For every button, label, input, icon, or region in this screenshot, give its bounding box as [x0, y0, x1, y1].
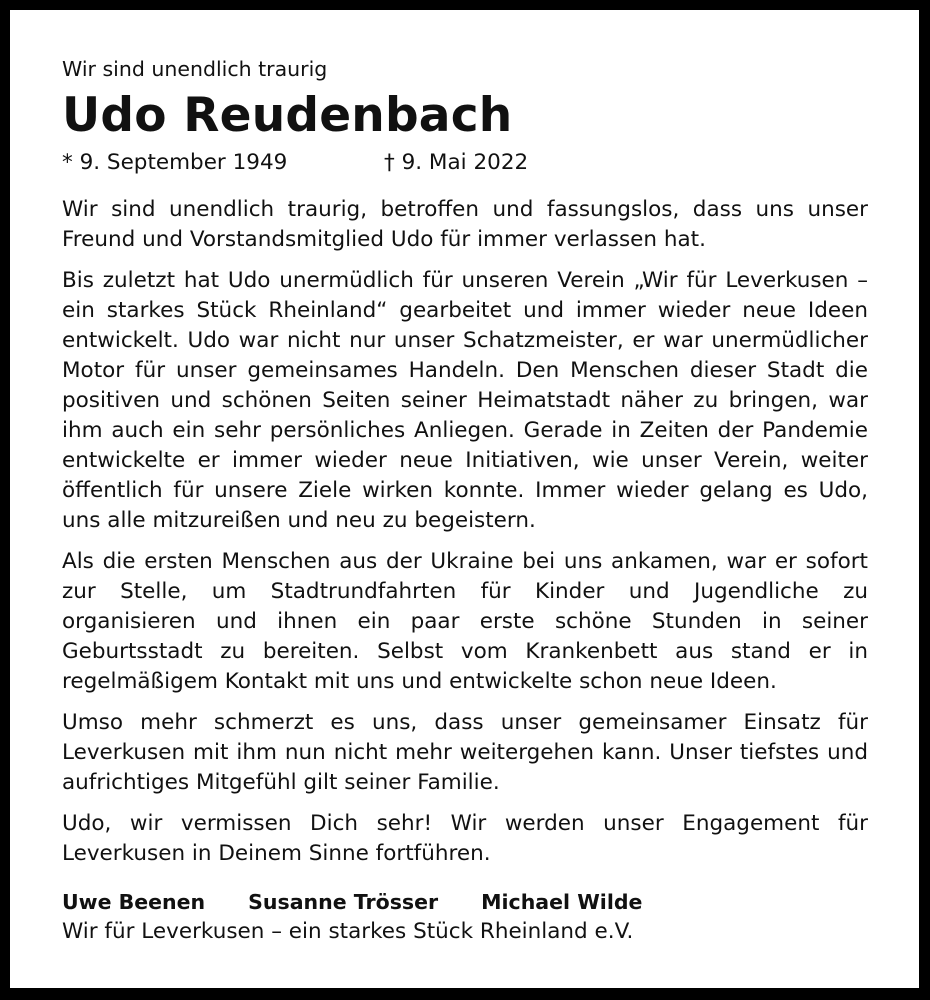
paragraph: Wir sind unendlich traurig, betroffen und fassungslos, dass uns unser Freund und Vorstandsmitglied Udo für immer verlassen hat.: [62, 197, 868, 252]
signer-name: Susanne Trösser: [248, 890, 439, 914]
intro-line: Wir sind unendlich traurig: [62, 57, 328, 81]
paragraph: Als die ersten Menschen aus der Ukraine bei uns ankamen, war er sofort zur Stelle, um Stadtrundfahrten für Kinder und Jugendliche zu organisieren und ihnen ein paar erste schöne Stunden in seiner Geburtsstadt zu bereiten. Selbst vom Krankenbett aus stand er in regelmäßigem Kontakt mit uns und entwickelte schon neue Ideen.: [62, 549, 868, 694]
life-dates: [62, 149, 868, 177]
birth-date: * 9. September 1949: [62, 150, 288, 175]
paragraph: Udo, wir vermissen Dich sehr! Wir werden unser Engagement für Leverkusen in Deinem Sinne fortführen.: [62, 811, 868, 866]
paragraph: Umso mehr schmerzt es uns, dass unser gemeinsamer Einsatz für Leverkusen mit ihm nun nicht mehr weitergehen kann. Unser tiefstes und aufrichtiges Mitgefühl gilt seiner Familie.: [62, 710, 868, 795]
obituary-notice: [62, 56, 868, 947]
paragraph: Bis zuletzt hat Udo unermüdlich für unseren Verein „Wir für Leverkusen – ein starkes Stück Rheinland“ gearbeitet und immer wieder neue Ideen entwickelt. Udo war nicht nur unser Schatzmeister, er war unermüdlicher Motor für unser gemeinsames Handeln. Den Menschen dieser Stadt die positiven und schönen Seiten seiner Heimatstadt näher zu bringen, war ihm auch ein sehr persönliches Anliegen. Gerade in Zeiten der Pandemie entwickelte er immer wieder neue Initiativen, wie unser Verein, weiter öffentlich für unsere Ziele wirken konnte. Immer wieder gelang es Udo, uns alle mitzureißen und neu zu begeistern.: [62, 268, 868, 533]
notice-body: [62, 195, 868, 869]
signer-name: Michael Wilde: [481, 890, 643, 914]
death-date: † 9. Mai 2022: [384, 150, 529, 175]
signers: [62, 887, 868, 917]
deceased-name: Udo Reudenbach: [62, 88, 513, 143]
organization-name: Wir für Leverkusen – ein starkes Stück Rheinland e.V.: [62, 919, 634, 944]
signer-name: Uwe Beenen: [62, 890, 206, 914]
